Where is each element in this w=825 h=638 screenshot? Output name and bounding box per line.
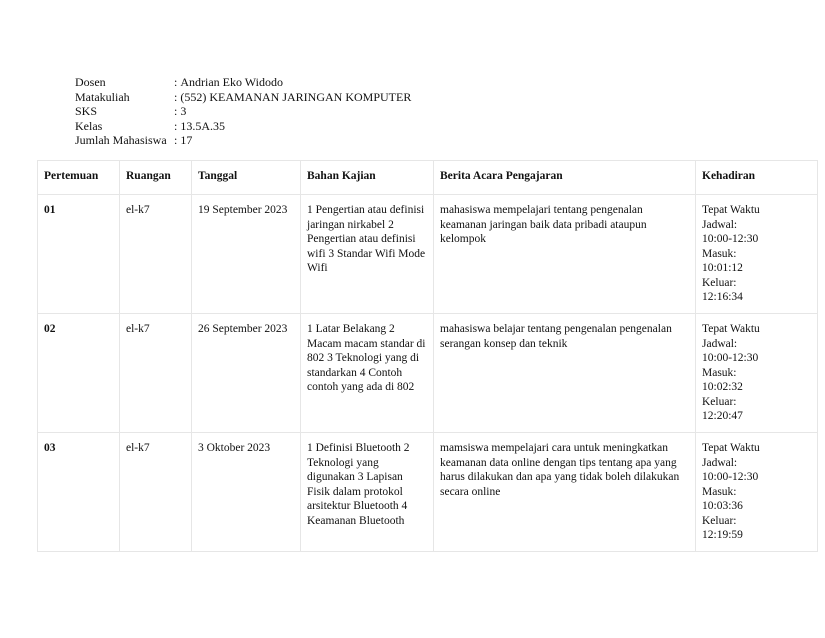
info-value: (552) KEAMANAN JARINGAN KOMPUTER [180,89,412,104]
table-header-row [38,161,818,195]
column-header-berita-acara: Berita Acara Pengajaran [434,161,696,195]
cell-bahan-kajian: 1 Definisi Bluetooth 2 Teknologi yang digunakan 3 Lapisan Fisik dalam protokol arsitektur Bluetooth 4 Keamanan Bluetooth [301,433,434,552]
kehadiran-keluar: 12:20:47 [702,410,743,422]
kehadiran-keluar-label: Keluar: [702,276,737,289]
cell-ruangan: el-k7 [120,433,192,552]
kehadiran-keluar-label: Keluar: [702,395,737,408]
cell-pertemuan: 02 [38,314,120,433]
cell-bahan-kajian: 1 Latar Belakang 2 Macam macam standar di 802 3 Teknologi yang di standarkan 4 Contoh contoh yang ada di 802 [301,314,434,433]
info-label: SKS [75,104,98,118]
kehadiran-jadwal: 10:00-12:30 [702,471,759,483]
kehadiran-keluar-label: Keluar: [702,514,737,527]
info-value: 3 [180,104,187,118]
kehadiran-keluar: 12:16:34 [702,291,743,303]
cell-kehadiran [696,195,818,314]
column-header-ruangan: Ruangan [120,161,192,195]
info-row-kelas [75,119,411,134]
cell-ruangan: el-k7 [120,314,192,433]
column-header-bahan-kajian: Bahan Kajian [301,161,434,195]
cell-berita-acara: mahasiswa belajar tentang pengenalan pengenalan serangan konsep dan teknik [434,314,696,433]
kehadiran-jadwal: 10:00-12:30 [702,352,759,364]
info-separator: : [174,89,178,104]
cell-ruangan: el-k7 [120,195,192,314]
info-row-matakuliah [75,90,411,105]
attendance-table-wrapper [37,160,817,552]
column-header-kehadiran: Kehadiran [696,161,818,195]
kehadiran-masuk: 10:02:32 [702,381,743,393]
attendance-table [37,160,818,552]
kehadiran-masuk-label: Masuk: [702,485,737,498]
kehadiran-masuk: 10:03:36 [702,500,743,512]
table-row [38,433,818,552]
cell-pertemuan: 03 [38,433,120,552]
kehadiran-jadwal-label: Jadwal: [702,337,738,350]
info-label: Matakuliah [75,89,130,104]
info-separator: : [174,133,178,147]
kehadiran-masuk-label: Masuk: [702,366,737,379]
cell-tanggal: 26 September 2023 [192,314,301,433]
info-row-dosen [75,75,411,90]
kehadiran-status: Tepat Waktu [702,204,760,216]
table-row [38,195,818,314]
kehadiran-keluar: 12:19:59 [702,529,743,541]
info-separator: : [174,104,178,118]
info-label: Dosen [75,75,106,89]
kehadiran-jadwal-label: Jadwal: [702,456,738,469]
kehadiran-status: Tepat Waktu [702,442,760,454]
info-label: Jumlah Mahasiswa [75,133,167,147]
column-header-tanggal: Tanggal [192,161,301,195]
kehadiran-status: Tepat Waktu [702,323,760,335]
cell-tanggal: 19 September 2023 [192,195,301,314]
info-separator: : [174,75,178,89]
cell-tanggal: 3 Oktober 2023 [192,433,301,552]
kehadiran-jadwal-label: Jadwal: [702,218,738,231]
kehadiran-jadwal: 10:00-12:30 [702,233,759,245]
table-row [38,314,818,433]
info-value: Andrian Eko Widodo [180,75,283,89]
cell-pertemuan: 01 [38,195,120,314]
kehadiran-masuk: 10:01:12 [702,262,743,274]
info-value: 13.5A.35 [180,118,226,133]
cell-kehadiran [696,314,818,433]
cell-berita-acara: mahasiswa mempelajari tentang pengenalan keamanan jaringan baik data pribadi ataupun kelompok [434,195,696,314]
info-value: 17 [180,133,193,147]
info-label: Kelas [75,118,103,133]
info-row-sks [75,104,411,119]
cell-kehadiran [696,433,818,552]
cell-bahan-kajian: 1 Pengertian atau definisi jaringan nirkabel 2 Pengertian atau definisi wifi 3 Standar Wifi Mode Wifi [301,195,434,314]
course-info [75,75,411,148]
info-separator: : [174,118,178,133]
column-header-pertemuan: Pertemuan [38,161,120,195]
info-row-jumlah-mahasiswa [75,133,411,148]
kehadiran-masuk-label: Masuk: [702,247,737,260]
cell-berita-acara: mamsiswa mempelajari cara untuk meningkatkan keamanan data online dengan tips tentang apa yang harus dilakukan dan apa yang tidak boleh dilakukan secara online [434,433,696,552]
